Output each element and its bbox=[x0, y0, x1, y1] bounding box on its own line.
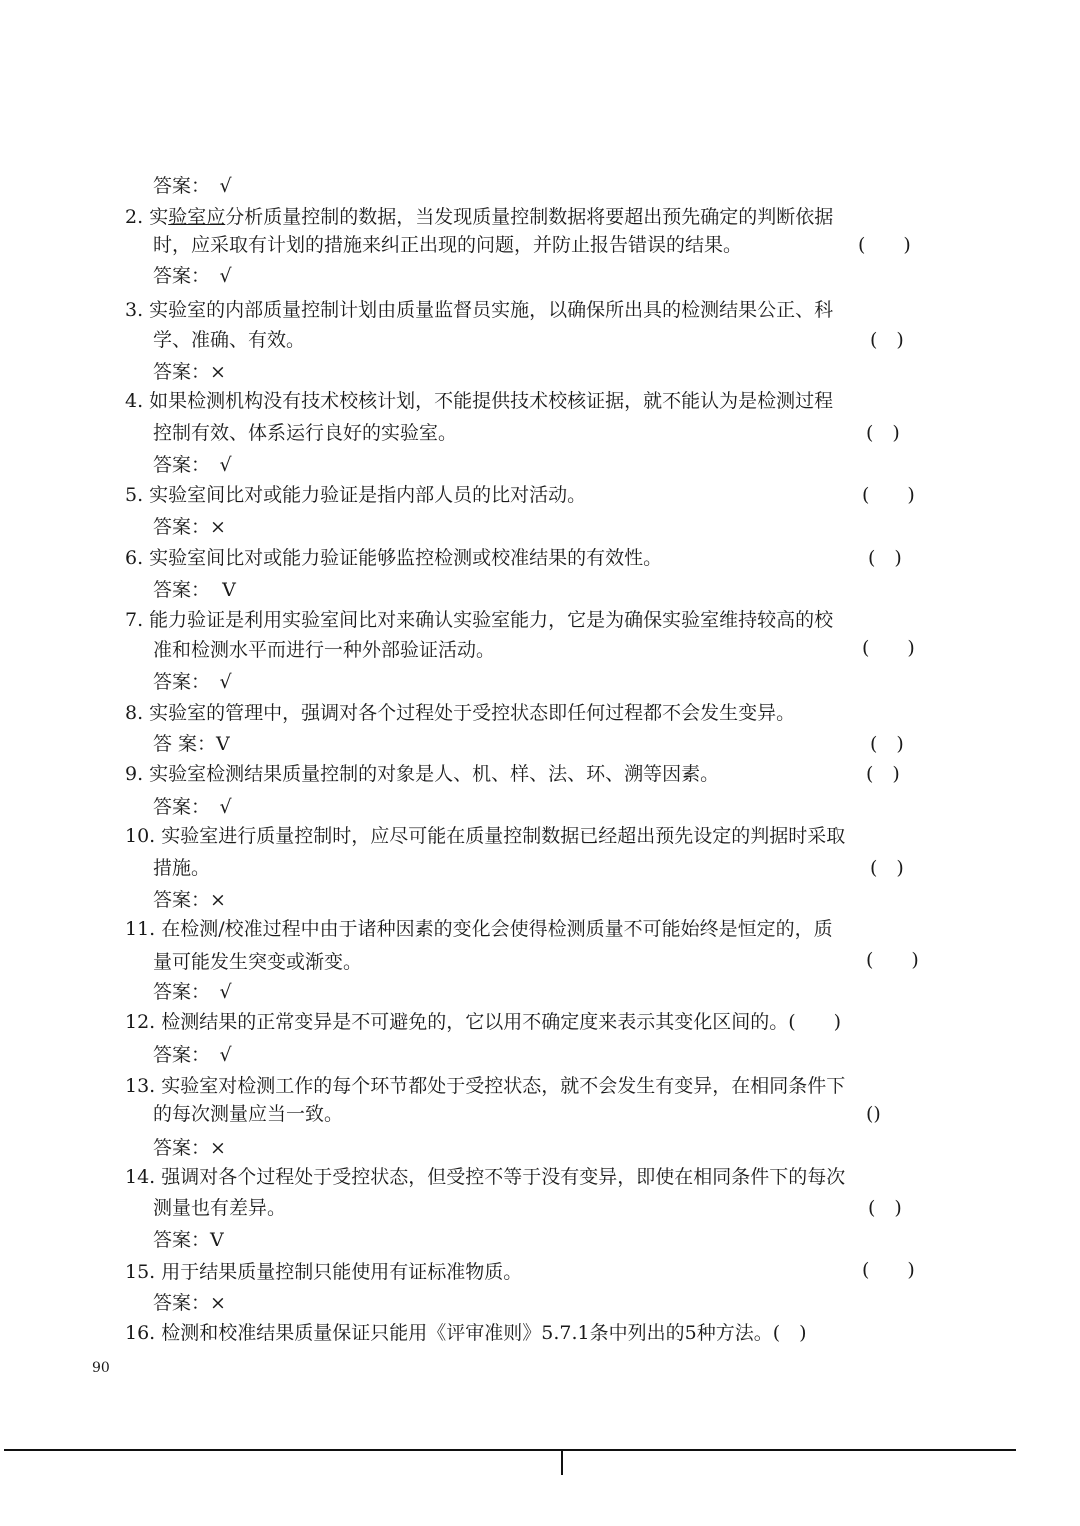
question-6-line-1: 6. 实验室间比对或能力验证能够监控检测或校准结果的有效性。 bbox=[125, 547, 663, 569]
intro-answer: 答案： √ bbox=[153, 175, 232, 197]
question-9-answer: 答案： √ bbox=[153, 796, 232, 818]
question-8-answer: 答 案：V bbox=[153, 733, 230, 755]
question-13-line-2: 的每次测量应当一致。 bbox=[153, 1103, 344, 1125]
question-4-line-2: 控制有效、体系运行良好的实验室。 bbox=[153, 422, 458, 444]
question-2-line-2: 时，应采取有计划的措施来纠正出现的问题，并防止报告错误的结果。 bbox=[153, 234, 743, 256]
footer-rule bbox=[4, 1449, 1016, 1451]
question-4-line-1: 4. 如果检测机构没有技术校核计划，不能提供技术校核证据，就不能认为是检测过程 bbox=[125, 390, 834, 412]
question-7-line-2: 准和检测水平而进行一种外部验证活动。 bbox=[153, 639, 496, 661]
question-10-line-1: 10. 实验室进行质量控制时，应尽可能在质量控制数据已经超出预先设定的判据时采取 bbox=[125, 825, 846, 847]
question-14-line-2: 测量也有差异。 bbox=[153, 1197, 287, 1219]
question-15-answer: 答案：× bbox=[153, 1292, 226, 1314]
question-11-answer: 答案： √ bbox=[153, 981, 232, 1003]
question-4-answer: 答案： √ bbox=[153, 454, 232, 476]
q2-underlined-text: 验室应 bbox=[168, 206, 226, 228]
question-7-answer: 答案： √ bbox=[153, 671, 232, 693]
question-13-answer: 答案：× bbox=[153, 1137, 226, 1159]
question-9-line-1: 9. 实验室检测结果质量控制的对象是人、机、样、法、环、溯等因素。 bbox=[125, 763, 720, 785]
question-10-answer: 答案：× bbox=[153, 889, 226, 911]
question-3-answer-blank: ( ) bbox=[870, 329, 904, 351]
question-5-answer-blank: ( ) bbox=[862, 484, 915, 506]
question-3-line-1: 3. 实验室的内部质量控制计划由质量监督员实施，以确保所出具的检测结果公正、科 bbox=[125, 299, 834, 321]
question-3-line-2: 学、准确、有效。 bbox=[153, 329, 306, 351]
question-12-line-1: 12. 检测结果的正常变异是不可避免的，它以用不确定度来表示其变化区间的。( ) bbox=[125, 1011, 842, 1033]
question-2-answer-blank: ( ) bbox=[858, 234, 911, 256]
question-8-line-1: 8. 实验室的管理中，强调对各个过程处于受控状态即任何过程都不会发生变异。 bbox=[125, 702, 796, 724]
question-10-line-2: 措施。 bbox=[153, 857, 211, 879]
question-6-answer-blank: ( ) bbox=[868, 547, 902, 569]
question-5-line-1: 5. 实验室间比对或能力验证是指内部人员的比对活动。 bbox=[125, 484, 587, 506]
question-5-answer: 答案：× bbox=[153, 516, 226, 538]
question-13-answer-blank: () bbox=[866, 1103, 881, 1125]
q2-number: 2. bbox=[125, 206, 144, 228]
question-6-answer: 答案： V bbox=[153, 579, 236, 601]
question-2-answer: 答案： √ bbox=[153, 265, 232, 287]
question-4-answer-blank: ( ) bbox=[866, 422, 900, 444]
q2-text-pre: 实 bbox=[149, 206, 169, 228]
question-13-line-1: 13. 实验室对检测工作的每个环节都处于受控状态，就不会发生有变异，在相同条件下 bbox=[125, 1075, 846, 1097]
question-15-answer-blank: ( ) bbox=[862, 1259, 915, 1281]
question-10-answer-blank: ( ) bbox=[870, 857, 904, 879]
question-7-line-1: 7. 能力验证是利用实验室间比对来确认实验室能力，它是为确保实验室维持较高的校 bbox=[125, 609, 834, 631]
footer-center-tick bbox=[561, 1451, 563, 1475]
question-9-answer-blank: ( ) bbox=[866, 763, 900, 785]
question-14-answer-blank: ( ) bbox=[868, 1197, 902, 1219]
question-14-line-1: 14. 强调对各个过程处于受控状态，但受控不等于没有变异，即使在相同条件下的每次 bbox=[125, 1166, 846, 1188]
question-11-answer-blank: ( ) bbox=[866, 949, 919, 971]
question-11-line-1: 11. 在检测/校准过程中由于诸种因素的变化会使得检测质量不可能始终是恒定的，质 bbox=[125, 918, 833, 940]
question-8-answer-blank: ( ) bbox=[870, 733, 904, 755]
question-11-line-2: 量可能发生突变或渐变。 bbox=[153, 951, 363, 973]
question-12-answer: 答案： √ bbox=[153, 1044, 232, 1066]
question-15-line-1: 15. 用于结果质量控制只能使用有证标准物质。 bbox=[125, 1261, 523, 1283]
question-14-answer: 答案：V bbox=[153, 1229, 224, 1251]
question-7-answer-blank: ( ) bbox=[862, 637, 915, 659]
question-2-line-1 bbox=[125, 205, 833, 229]
question-3-answer: 答案：× bbox=[153, 361, 226, 383]
page-number: 90 bbox=[92, 1360, 110, 1376]
question-16-line-1: 16. 检测和校准结果质量保证只能用《评审准则》5.7.1条中列出的5种方法。( ) bbox=[125, 1322, 807, 1344]
q2-text-rest: 分析质量控制的数据，当发现质量控制数据将要超出预先确定的判断依据 bbox=[225, 206, 834, 228]
